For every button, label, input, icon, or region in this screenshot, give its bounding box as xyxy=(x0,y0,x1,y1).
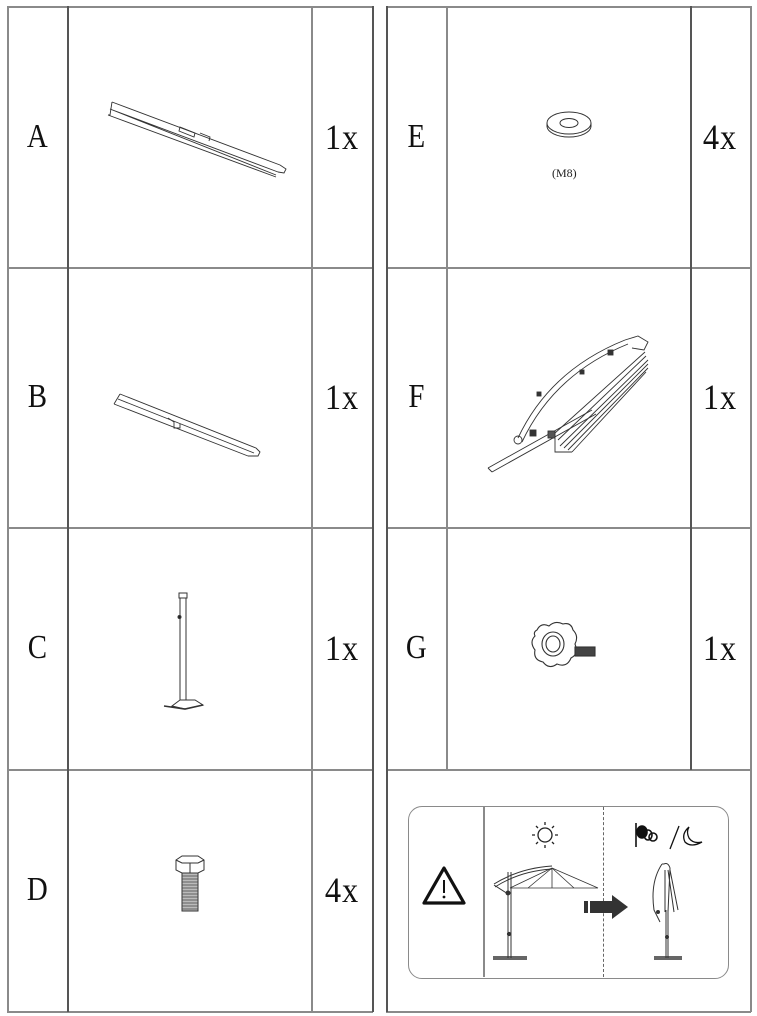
part-qty xyxy=(690,527,750,769)
pole-with-base-plate-icon xyxy=(160,590,210,712)
part-letter-b: B xyxy=(27,378,47,415)
part-letter xyxy=(7,267,67,527)
part-letter-g: G xyxy=(405,629,427,666)
part-letter xyxy=(7,527,67,769)
part-letter-a: A xyxy=(26,117,48,155)
warning-triangle-icon xyxy=(421,865,467,907)
part-letter xyxy=(386,527,446,769)
star-knob-screw-icon xyxy=(527,620,607,680)
warning-dashed-divider xyxy=(603,807,604,977)
arrow-right-icon xyxy=(584,895,630,919)
grid-line xyxy=(386,1011,751,1013)
wind-icon xyxy=(633,822,659,848)
part-qty xyxy=(690,267,750,527)
moon-icon xyxy=(669,824,705,850)
crossbar-rail-long-icon xyxy=(100,95,300,185)
washer-icon xyxy=(544,110,594,142)
part-qty-b: 1x xyxy=(324,377,359,417)
part-qty xyxy=(311,6,372,267)
part-letter xyxy=(7,6,67,267)
washer-spec: (M8) xyxy=(552,166,577,180)
part-letter xyxy=(386,6,446,267)
part-qty-e: 4x xyxy=(702,116,738,157)
hex-bolt-icon xyxy=(172,855,208,915)
part-letter xyxy=(7,769,67,1011)
sun-icon xyxy=(530,820,560,850)
part-letter-d: D xyxy=(26,871,48,908)
part-qty xyxy=(690,6,750,267)
grid-line xyxy=(7,1011,373,1013)
crossbar-rail-short-icon xyxy=(108,390,268,470)
part-qty-a: 1x xyxy=(324,116,359,157)
grid-line xyxy=(446,6,448,770)
part-qty-d: 4x xyxy=(324,870,359,910)
cantilever-umbrella-closed-icon xyxy=(480,330,670,475)
grid-line xyxy=(67,6,69,1012)
part-qty-c: 1x xyxy=(324,628,359,668)
grid-line xyxy=(750,6,752,1012)
part-qty xyxy=(311,527,372,769)
part-letter-e: E xyxy=(407,117,425,155)
grid-line xyxy=(372,6,374,1012)
part-letter xyxy=(386,267,446,527)
part-qty-f: 1x xyxy=(702,377,738,417)
part-letter-f: F xyxy=(407,378,425,415)
umbrella-closed-icon xyxy=(648,862,688,962)
part-qty-g: 1x xyxy=(702,628,738,668)
part-letter-c: C xyxy=(27,629,47,666)
part-qty xyxy=(311,769,372,1011)
part-qty xyxy=(311,267,372,527)
warning-divider xyxy=(483,807,485,977)
grid-line xyxy=(386,769,751,771)
